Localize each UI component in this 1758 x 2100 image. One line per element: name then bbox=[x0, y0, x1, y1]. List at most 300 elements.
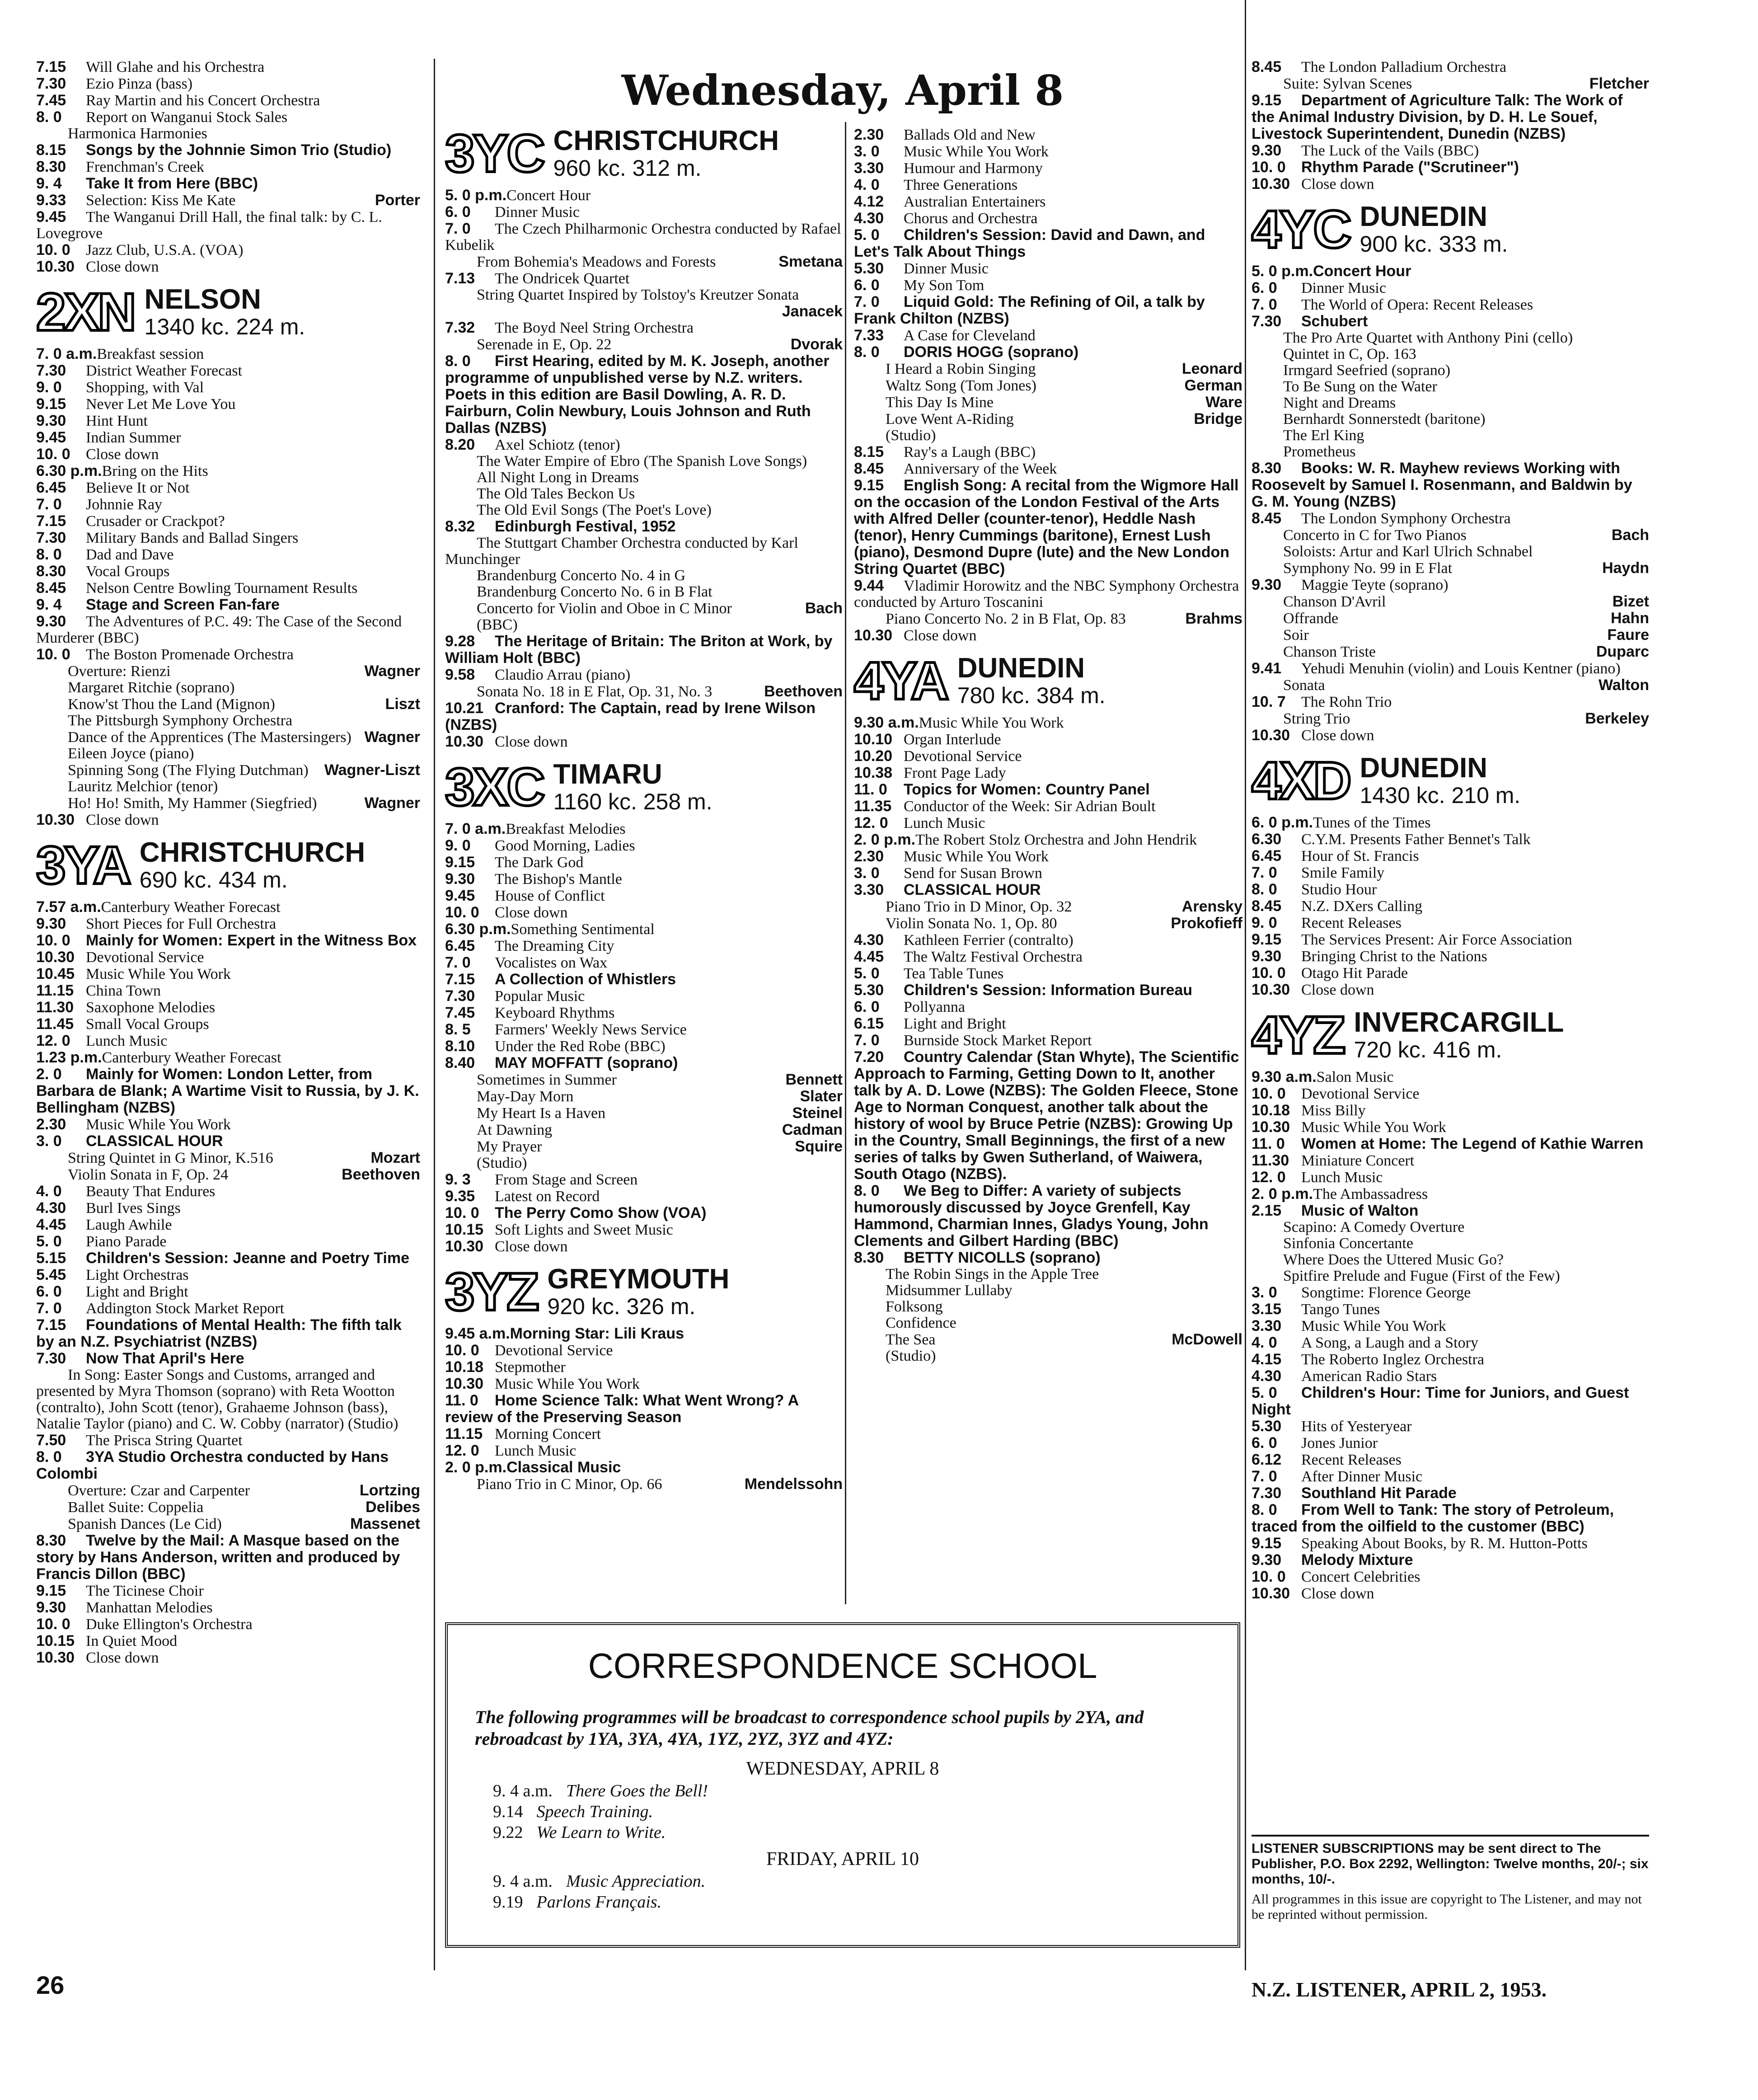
entry-text bbox=[36, 513, 225, 530]
entry-title: Selection: Kiss Me Kate bbox=[86, 192, 236, 209]
schedule-entry bbox=[1252, 444, 1649, 460]
station-logo: 3YZ bbox=[445, 1262, 538, 1322]
schedule-block bbox=[445, 821, 843, 1255]
entry-time: 10.30 bbox=[445, 1238, 484, 1255]
entry-text bbox=[445, 633, 832, 667]
entry-text bbox=[36, 346, 204, 362]
entry-text bbox=[445, 837, 635, 854]
schedule-entry bbox=[1252, 411, 1649, 428]
entry-time: 10. 0 bbox=[445, 904, 479, 921]
entry-time: 8. 0 bbox=[1252, 881, 1277, 898]
entry-title: Send for Susan Brown bbox=[904, 865, 1042, 882]
entry-text bbox=[36, 949, 204, 966]
schedule-entry bbox=[854, 460, 1242, 477]
entry-text bbox=[445, 353, 830, 437]
entry-text bbox=[36, 779, 218, 795]
entry-title: A Collection of Whistlers bbox=[495, 971, 676, 988]
schedule-entry bbox=[445, 1238, 843, 1255]
entry-time: 12. 0 bbox=[445, 1442, 479, 1459]
schedule-entry bbox=[36, 597, 420, 613]
entry-time: 6. 0 bbox=[36, 1283, 62, 1300]
entry-title: Classical Music bbox=[506, 1459, 621, 1476]
schedule-entry bbox=[1252, 1203, 1649, 1219]
programme-time: 9. 4 a.m. bbox=[493, 1781, 553, 1800]
entry-title: Overture: Czar and Carpenter bbox=[68, 1482, 250, 1499]
entry-title: Tunes of the Times bbox=[1313, 814, 1431, 831]
entry-text bbox=[1252, 1318, 1446, 1334]
entry-text bbox=[1252, 560, 1452, 577]
entry-title: The Dark God bbox=[495, 854, 584, 871]
schedule-entry bbox=[854, 477, 1242, 578]
entry-title: Harmonica Harmonies bbox=[68, 126, 207, 142]
schedule-entry bbox=[445, 221, 843, 254]
entry-time: 7. 0 a.m. bbox=[36, 346, 97, 362]
entry-title: Bringing Christ to the Nations bbox=[1301, 948, 1487, 965]
entry-text bbox=[36, 546, 173, 563]
schedule-entry bbox=[36, 1532, 420, 1583]
entry-title: Children's Session: David and Dawn, and Let's Talk About Things bbox=[854, 227, 1205, 260]
entry-text bbox=[1252, 931, 1572, 948]
entry-composer: Steinel bbox=[792, 1105, 843, 1122]
entry-text bbox=[854, 965, 1003, 982]
entry-time: 7.45 bbox=[445, 1005, 475, 1021]
entry-text bbox=[1252, 1502, 1614, 1535]
entry-title: Music of Walton bbox=[1301, 1203, 1419, 1219]
schedule-entry bbox=[36, 379, 420, 396]
entry-composer: Leonard bbox=[1181, 361, 1242, 377]
entry-time: 2. 0 bbox=[36, 1066, 62, 1083]
schedule-entry bbox=[854, 210, 1242, 227]
entry-title: Breakfast Melodies bbox=[506, 821, 626, 837]
entry-text bbox=[445, 601, 732, 617]
entry-text bbox=[854, 344, 1078, 361]
entry-title: Soloists: Artur and Karl Ulrich Schnabel bbox=[1283, 544, 1533, 560]
entry-title: Piano Concerto No. 2 in B Flat, Op. 83 bbox=[886, 611, 1126, 627]
entry-composer: Bach bbox=[805, 600, 843, 617]
entry-title: Report on Wanganui Stock Sales bbox=[86, 109, 288, 126]
schedule-entry bbox=[36, 126, 420, 142]
schedule-entry bbox=[854, 193, 1242, 210]
entry-text bbox=[36, 479, 189, 496]
station-logo: 3YC bbox=[445, 124, 544, 183]
entry-text bbox=[854, 1266, 1099, 1283]
schedule-entry bbox=[36, 966, 420, 982]
entry-time: 7.15 bbox=[36, 59, 66, 75]
schedule-entry bbox=[1252, 510, 1649, 527]
station-logo: 3YA bbox=[36, 836, 130, 895]
schedule-entry bbox=[445, 633, 843, 667]
schedule-entry bbox=[854, 1049, 1242, 1183]
station-frequency: 1430 kc. 210 m. bbox=[1360, 783, 1521, 808]
entry-text bbox=[1252, 1368, 1437, 1385]
entry-title: The Bishop's Mantle bbox=[495, 871, 622, 888]
entry-time: 3.30 bbox=[854, 160, 884, 177]
entry-time: 4. 0 bbox=[854, 177, 880, 193]
schedule-entry bbox=[36, 1317, 420, 1350]
entry-time: 4. 0 bbox=[36, 1183, 62, 1200]
schedule-entry bbox=[854, 1315, 1242, 1331]
entry-time: 11. 0 bbox=[445, 1392, 478, 1409]
schedule-entry bbox=[36, 1233, 420, 1250]
station-logo: 4YZ bbox=[1252, 1005, 1344, 1065]
entry-text bbox=[36, 746, 194, 762]
schedule-entry bbox=[1252, 1236, 1649, 1252]
station-header-2xn bbox=[36, 282, 420, 342]
schedule-entry bbox=[36, 1633, 420, 1649]
entry-time: 10.18 bbox=[1252, 1102, 1290, 1119]
entry-title: Australian Entertainers bbox=[904, 193, 1046, 210]
entry-title: The Robin Sings in the Apple Tree bbox=[886, 1266, 1099, 1283]
entry-title: Children's Session: Jeanne and Poetry Time bbox=[86, 1250, 410, 1267]
schedule-entry bbox=[854, 1299, 1242, 1315]
station-city: GREYMOUTH bbox=[547, 1264, 730, 1295]
entry-text bbox=[445, 470, 639, 486]
entry-time: 8.45 bbox=[36, 580, 66, 597]
schedule-entry bbox=[36, 899, 420, 916]
schedule-entry bbox=[445, 837, 843, 854]
entry-time: 4.30 bbox=[1252, 1368, 1282, 1385]
entry-title: Tango Tunes bbox=[1301, 1301, 1380, 1318]
entry-title: Dinner Music bbox=[495, 204, 580, 221]
entry-title: Books: W. R. Mayhew reviews Working with Roosevelt by Samuel I. Rosenmann, and Baldwin by G. M. Young (NZBS) bbox=[1252, 460, 1632, 510]
entry-title: Offrande bbox=[1283, 610, 1339, 627]
schedule-entry bbox=[1252, 881, 1649, 898]
entry-title: The London Palladium Orchestra bbox=[1301, 59, 1507, 75]
entry-title: Margaret Ritchie (soprano) bbox=[68, 680, 235, 696]
entry-title: Studio Hour bbox=[1301, 881, 1377, 898]
entry-time: 2. 0 p.m. bbox=[1252, 1186, 1313, 1203]
station-header-3xc bbox=[445, 757, 843, 817]
schedule-entry bbox=[1252, 644, 1649, 660]
entry-title: Songs by the Johnnie Simon Trio (Studio) bbox=[86, 142, 392, 159]
entry-title: Axel Schiotz (tenor) bbox=[495, 437, 620, 453]
entry-title: Where Does the Uttered Music Go? bbox=[1283, 1252, 1504, 1268]
schedule-entry bbox=[445, 1188, 843, 1205]
entry-text bbox=[36, 982, 161, 999]
entry-composer: McDowell bbox=[1172, 1331, 1242, 1348]
entry-time: 5. 0 p.m. bbox=[445, 187, 507, 204]
entry-text bbox=[854, 378, 1036, 394]
schedule-entry bbox=[36, 396, 420, 413]
entry-text bbox=[445, 453, 807, 470]
schedule-entry bbox=[445, 600, 843, 617]
entry-title: Brandenburg Concerto No. 4 in G bbox=[477, 568, 686, 584]
entry-text bbox=[445, 700, 816, 733]
schedule-entry bbox=[445, 584, 843, 600]
programme-item bbox=[475, 1822, 1210, 1843]
schedule-entry bbox=[854, 848, 1242, 865]
entry-title: (Studio) bbox=[477, 1155, 527, 1171]
schedule-entry bbox=[445, 971, 843, 988]
schedule-entry bbox=[1252, 330, 1649, 346]
entry-title: String Quintet in G Minor, K.516 bbox=[68, 1150, 273, 1166]
entry-time: 9.15 bbox=[36, 396, 66, 413]
schedule-entry bbox=[445, 1392, 843, 1426]
entry-text bbox=[1252, 948, 1487, 965]
entry-text bbox=[445, 204, 580, 221]
entry-title: Speaking About Books, by R. M. Hutton-Potts bbox=[1301, 1535, 1588, 1552]
schedule-entry bbox=[854, 294, 1242, 327]
entry-text bbox=[854, 916, 1057, 932]
entry-text bbox=[36, 496, 162, 513]
entry-title: Indian Summer bbox=[86, 429, 181, 446]
entry-title: Latest on Record bbox=[495, 1188, 600, 1205]
entry-title: Tea Table Tunes bbox=[904, 965, 1004, 982]
entry-time: 8.30 bbox=[36, 563, 66, 580]
entry-text bbox=[36, 1033, 167, 1049]
schedule-entry bbox=[445, 733, 843, 750]
entry-title: Rhythm Parade ("Scrutineer") bbox=[1301, 159, 1519, 176]
entry-composer: Janacek bbox=[782, 303, 843, 319]
schedule-entry bbox=[445, 1205, 843, 1221]
schedule-block bbox=[36, 346, 420, 828]
entry-text bbox=[445, 518, 676, 535]
entry-time: 10. 0 bbox=[36, 932, 70, 949]
programme-item bbox=[475, 1801, 1210, 1822]
entry-time: 6.15 bbox=[854, 1015, 884, 1032]
entry-text bbox=[1252, 263, 1411, 280]
schedule-entry bbox=[1252, 864, 1649, 881]
schedule-entry bbox=[36, 159, 420, 175]
entry-time: 9.58 bbox=[445, 667, 475, 683]
schedule-entry bbox=[36, 1250, 420, 1267]
entry-title: Cranford: The Captain, read by Irene Wilson (NZBS) bbox=[445, 700, 816, 733]
entry-title: Ray's a Laugh (BBC) bbox=[904, 444, 1036, 460]
entry-text bbox=[36, 999, 215, 1016]
schedule-entry bbox=[445, 319, 843, 336]
entry-text bbox=[445, 667, 630, 683]
entry-time: 8. 5 bbox=[445, 1021, 471, 1038]
entry-text bbox=[1252, 1252, 1504, 1268]
column-rule bbox=[1245, 0, 1246, 1970]
schedule-entry bbox=[36, 1133, 420, 1150]
schedule-entry bbox=[36, 1449, 420, 1482]
entry-time: 7.33 bbox=[854, 327, 884, 344]
schedule-entry bbox=[1252, 660, 1649, 677]
schedule-entry bbox=[854, 965, 1242, 982]
schedule-entry bbox=[36, 446, 420, 463]
schedule-entry bbox=[36, 812, 420, 828]
entry-title: My Son Tom bbox=[904, 277, 984, 294]
entry-time: 9.15 bbox=[36, 1583, 66, 1599]
schedule-entry bbox=[1252, 610, 1649, 627]
entry-text bbox=[36, 1532, 400, 1583]
schedule-entry bbox=[1252, 1085, 1649, 1102]
schedule-entry bbox=[1252, 75, 1649, 92]
entry-text bbox=[854, 361, 1036, 377]
entry-time: 9. 0 bbox=[1252, 915, 1277, 931]
entry-text bbox=[36, 530, 298, 546]
schedule-entry bbox=[854, 227, 1242, 260]
entry-title: The Luck of the Vails (BBC) bbox=[1301, 142, 1479, 159]
entry-time: 6. 0 p.m. bbox=[1252, 814, 1313, 831]
schedule-entry bbox=[854, 578, 1242, 611]
schedule-entry bbox=[1252, 92, 1649, 142]
entry-time: 9.30 a.m. bbox=[854, 714, 919, 731]
entry-title: Close down bbox=[1301, 1585, 1374, 1602]
entry-text bbox=[36, 1449, 389, 1482]
entry-title: Burl Ives Sings bbox=[86, 1200, 181, 1217]
entry-title: Vladimir Horowitz and the NBC Symphony Orchestra conducted by Arturo Toscanini bbox=[854, 578, 1239, 611]
entry-composer: Bizet bbox=[1612, 593, 1649, 610]
entry-title: The Pro Arte Quartet with Anthony Pini (cello) bbox=[1283, 330, 1573, 346]
entry-composer: Smetana bbox=[778, 254, 843, 270]
entry-time: 3. 0 bbox=[1252, 1284, 1277, 1301]
entry-time: 3. 0 bbox=[36, 1133, 62, 1150]
schedule-entry bbox=[445, 617, 843, 633]
entry-title: String Quartet Inspired by Tolstoy's Kreutzer Sonata bbox=[477, 287, 799, 303]
schedule-entry bbox=[445, 954, 843, 971]
entry-time: 10.15 bbox=[445, 1221, 484, 1238]
entry-composer: Bach bbox=[1611, 527, 1649, 544]
entry-composer: Cadman bbox=[782, 1122, 843, 1138]
entry-title: Addington Stock Market Report bbox=[86, 1300, 285, 1317]
entry-text bbox=[854, 1348, 936, 1364]
schedule-entry bbox=[445, 1122, 843, 1138]
entry-title: The Boyd Neel String Orchestra bbox=[495, 319, 694, 336]
schedule-entry bbox=[1252, 814, 1649, 831]
entry-text bbox=[445, 319, 694, 336]
entry-text bbox=[36, 1283, 188, 1300]
entry-composer: Fletcher bbox=[1589, 75, 1649, 92]
programme-time: 9. 4 a.m. bbox=[493, 1872, 553, 1891]
entry-time: 8.30 bbox=[854, 1250, 884, 1266]
entry-title: Yehudi Menuhin (violin) and Louis Kentner (piano) bbox=[1301, 660, 1621, 677]
entry-title: Believe It or Not bbox=[86, 479, 190, 496]
schedule-entry bbox=[36, 680, 420, 696]
entry-composer: Squire bbox=[795, 1138, 843, 1155]
entry-title: Miniature Concert bbox=[1301, 1152, 1415, 1169]
entry-title: Light Orchestras bbox=[86, 1267, 189, 1283]
station-city: TIMARU bbox=[553, 759, 662, 790]
schedule-entry bbox=[445, 353, 843, 437]
entry-title: Manhattan Melodies bbox=[86, 1599, 213, 1616]
entry-text bbox=[36, 446, 159, 463]
entry-title: Conductor of the Week: Sir Adrian Boult bbox=[904, 798, 1156, 815]
entry-text bbox=[445, 1055, 678, 1071]
entry-text bbox=[445, 187, 591, 204]
entry-text bbox=[445, 684, 712, 700]
entry-title: Never Let Me Love You bbox=[86, 396, 236, 413]
entry-title: Salon Music bbox=[1316, 1069, 1394, 1085]
schedule-entry bbox=[36, 1367, 420, 1432]
programme-list bbox=[475, 1781, 1210, 1843]
entry-title: Chanson D'Avril bbox=[1283, 593, 1386, 610]
entry-title: Music While You Work bbox=[1301, 1318, 1446, 1334]
entry-title: Music While You Work bbox=[904, 143, 1049, 160]
entry-time: 2. 0 p.m. bbox=[854, 832, 916, 848]
entry-title: Smile Family bbox=[1301, 864, 1385, 881]
schedule-entry bbox=[36, 1150, 420, 1166]
entry-title: Dance of the Apprentices (The Mastersingers) bbox=[68, 729, 352, 746]
schedule-entry bbox=[36, 1350, 420, 1367]
entry-text bbox=[1252, 346, 1416, 362]
entry-title: MAY MOFFATT (soprano) bbox=[495, 1055, 678, 1071]
entry-title: The Ticinese Choir bbox=[86, 1583, 204, 1599]
entry-text bbox=[445, 1038, 666, 1055]
entry-text bbox=[1252, 280, 1386, 296]
schedule-entry bbox=[854, 160, 1242, 177]
subscription-notice bbox=[1252, 1835, 1649, 1922]
entry-title: Ezio Pinza (bass) bbox=[86, 75, 193, 92]
entry-title: The Perry Como Show (VOA) bbox=[495, 1205, 707, 1221]
entry-composer: Bennett bbox=[785, 1071, 843, 1088]
entry-text bbox=[1252, 898, 1422, 915]
schedule-entry bbox=[445, 667, 843, 683]
entry-title: A Song, a Laugh and a Story bbox=[1301, 1334, 1478, 1351]
entry-title: The Czech Philharmonic Orchestra conducted by Rafael Kubelik bbox=[445, 221, 841, 254]
schedule-block bbox=[854, 127, 1242, 644]
entry-composer: Wagner-Liszt bbox=[324, 762, 420, 779]
entry-title: Lunch Music bbox=[495, 1442, 577, 1459]
entry-title: Mainly for Women: Expert in the Witness Box bbox=[86, 932, 417, 949]
entry-title: This Day Is Mine bbox=[886, 394, 994, 411]
entry-title: Morning Concert bbox=[495, 1426, 601, 1442]
entry-time: 10.30 bbox=[854, 627, 893, 644]
entry-title: The Roberto Inglez Orchestra bbox=[1301, 1351, 1484, 1368]
entry-time: 6. 0 bbox=[854, 999, 880, 1015]
schedule-entry bbox=[36, 546, 420, 563]
entry-time: 8.45 bbox=[1252, 510, 1282, 527]
entry-text bbox=[36, 1432, 243, 1449]
entry-title: Dad and Dave bbox=[86, 546, 174, 563]
entry-title: From Bohemia's Meadows and Forests bbox=[477, 254, 716, 270]
entry-text bbox=[445, 821, 626, 837]
schedule-entry bbox=[36, 646, 420, 663]
entry-text bbox=[36, 663, 171, 680]
entry-text bbox=[445, 486, 635, 502]
entry-text bbox=[1252, 1334, 1478, 1351]
entry-title: Quintet in C, Op. 163 bbox=[1283, 346, 1416, 362]
entry-time: 7. 0 bbox=[1252, 1468, 1277, 1485]
entry-title: After Dinner Music bbox=[1301, 1468, 1423, 1485]
programme-title: Parlons Français. bbox=[536, 1893, 662, 1912]
entry-time: 7. 0 bbox=[854, 1032, 880, 1049]
schedule-entry bbox=[1252, 627, 1649, 644]
entry-text bbox=[445, 1021, 687, 1038]
entry-title: (BBC) bbox=[477, 617, 518, 633]
entry-title: Department of Agriculture Talk: The Work of the Animal Industry Division, by D. H. Le Souef, Livestock Superintendent, Dunedin (NZBS) bbox=[1252, 92, 1623, 142]
schedule-entry bbox=[445, 1105, 843, 1122]
schedule-entry bbox=[1252, 831, 1649, 848]
schedule-entry bbox=[1252, 1585, 1649, 1602]
entry-title: Confidence bbox=[886, 1315, 956, 1331]
programme-time: 9.14 bbox=[493, 1802, 523, 1821]
entry-title: Under the Red Robe (BBC) bbox=[495, 1038, 666, 1055]
entry-text bbox=[1252, 411, 1486, 428]
entry-text bbox=[1252, 142, 1479, 159]
entry-title: The Sea bbox=[886, 1331, 936, 1348]
schedule-entry bbox=[1252, 1535, 1649, 1552]
entry-time: 5. 0 bbox=[854, 965, 880, 982]
schedule-entry bbox=[1252, 1552, 1649, 1569]
entry-title: In Song: Easter Songs and Customs, arranged and presented by Myra Thomson (soprano) with Reta Wootton (contralto), John Scott (tenor), Grahaeme Johnson (bass), Natalie Taylor (piano) and C. W. Cobby (narrator) (Studio) bbox=[36, 1367, 398, 1432]
schedule-entry bbox=[854, 815, 1242, 832]
entry-text bbox=[854, 277, 984, 294]
entry-title: Prometheus bbox=[1283, 444, 1356, 460]
entry-title: Violin Sonata in F, Op. 24 bbox=[68, 1166, 229, 1183]
entry-text bbox=[36, 258, 159, 275]
entry-time: 3. 0 bbox=[854, 865, 880, 882]
schedule-entry bbox=[1252, 142, 1649, 159]
entry-text bbox=[854, 815, 985, 832]
entry-time: 10.30 bbox=[36, 949, 75, 966]
entry-title: Vocal Groups bbox=[86, 563, 170, 580]
entry-title: Laugh Awhile bbox=[86, 1217, 172, 1233]
entry-text bbox=[36, 1583, 204, 1599]
column-rule bbox=[434, 59, 435, 1970]
entry-text bbox=[445, 437, 620, 453]
